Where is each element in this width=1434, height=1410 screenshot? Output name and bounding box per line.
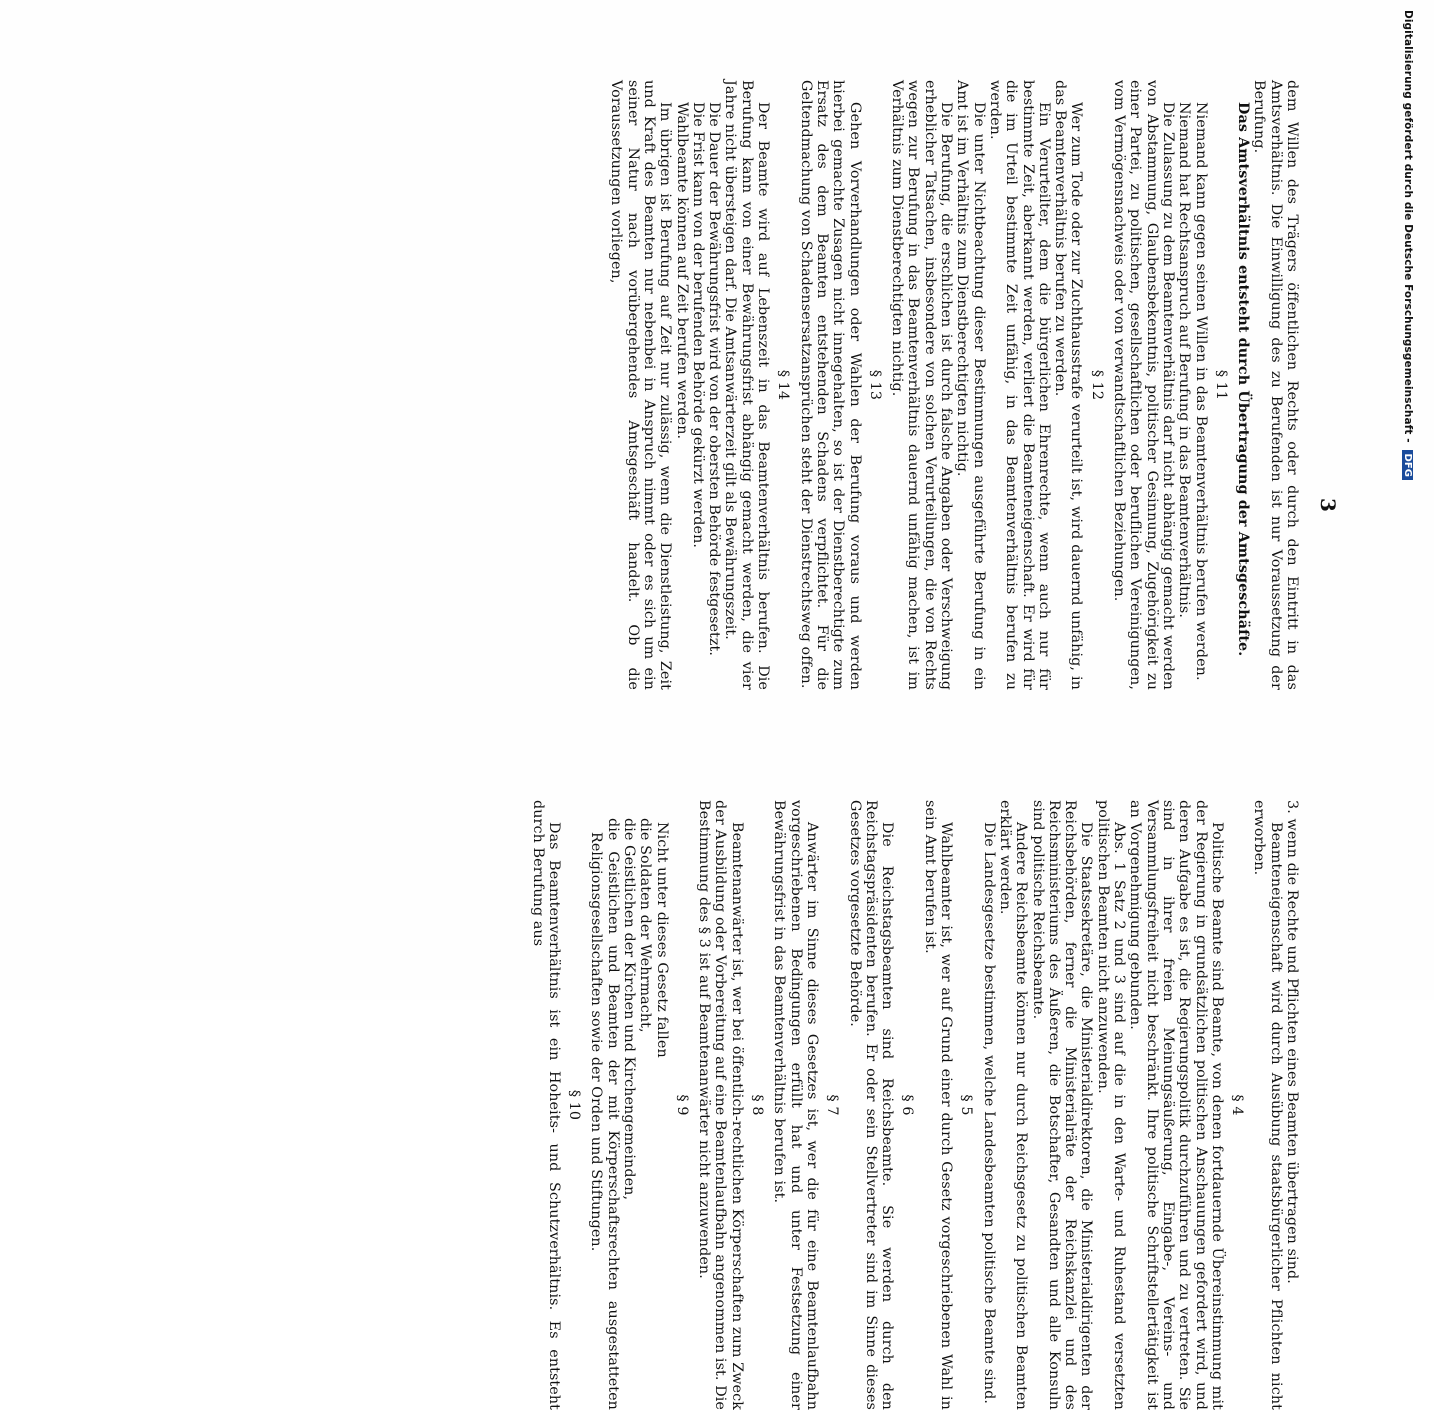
section-heading: § 12	[1088, 369, 1105, 401]
list-item: die Geistlichen und Beamten der mit Körperschaftsrechten ausgestatteten Religionsgesellschaften sowie der Orden und Stiftungen.	[588, 818, 621, 1410]
section-heading: § 10	[566, 1089, 583, 1121]
section-heading: § 5	[958, 1094, 975, 1116]
paragraph: Die Reichstagsbeamten sind Reichsbeamte. Sie werden durch den Reichstagspräsidenten berufen. Er oder sein Stellvertreter sind im Sinne dieses Gesetzes vorgesetzte Behörde.	[846, 800, 896, 1410]
paragraph: Die Staatssekretäre, die Ministerialdirektoren, die Ministerialdirigenten der Reichsbehörden, ferner die Ministerialräte der Reichskanzlei und des Reichsministeriums des Äußeren, die Botschafter, Gesandten und alle Konsuln sind politische Reichsbeamte.	[1029, 800, 1095, 1410]
page-number: 3	[1316, 498, 1340, 512]
paragraph: Nicht unter dieses Gesetz fallen	[653, 822, 670, 1058]
rotated-document-page	[20, 80, 1340, 1410]
paragraph: Beamteneigenschaft wird durch Ausübung staatsbürgerlicher Pflichten nicht erworben.	[1251, 800, 1284, 1410]
paragraph: Das Beamtenverhältnis ist ein Hoheits- und Schutzverhältnis. Es entsteht durch Berufung aus	[529, 800, 562, 1410]
exclusion-list	[588, 800, 653, 1410]
paragraph: Niemand hat Rechtsanspruch auf Berufung in das Beamtenverhältnis.	[1176, 102, 1193, 619]
digitization-credit	[1394, 10, 1414, 990]
paragraph: Der Beamte wird auf Lebenszeit in das Beamtenverhältnis berufen. Die Berufung kann von einer Bewährungsfrist abhängig gemacht werden, die vier Jahre nicht übersteigen darf. Die Amtsanwärterzeit gilt als Bewährungszeit.	[722, 80, 772, 690]
paragraph: Wahlbeamter ist, wer auf Grund einer durch Gesetz vorgeschriebenen Wahl in sein Amt berufen ist.	[921, 800, 955, 1410]
dfg-logo: DFG	[1402, 450, 1413, 480]
section-heading: § 4	[1229, 1094, 1246, 1116]
list-item: die Soldaten der Wehrmacht,	[637, 818, 654, 1033]
paragraph: Niemand kann gegen seinen Willen in das Beamtenverhältnis berufen werden.	[1192, 102, 1209, 681]
paragraph: Die Zulassung zu dem Beamtenverhältnis darf nicht abhängig gemacht werden von Abstammung, Glaubensbekenntnis, politischer Gesinnung, Zugehörigkeit zu einer Partei, zu politischen, gesellschaftlichen oder beruflichen Vereinigungen, vom Vermögensnachweis oder von verwandtschaftlichen Beziehungen.	[1111, 80, 1176, 690]
section-heading: § 11	[1212, 369, 1229, 401]
section-heading: § 9	[673, 1094, 690, 1116]
paragraph: 3. wenn die Rechte und Pflichten eines Beamten übertragen sind.	[1284, 800, 1300, 1284]
left-text-column	[529, 800, 1300, 1410]
paragraph: Politische Beamte sind Beamte, von denen fortdauernde Übereinstimmung mit der Regierung in grundsätzlichen politischen Anschauungen gefordert wird, und deren Aufgabe es ist, die Regierungspolitik durchzuführen und zu vertreten. Sie sind in ihrer freien Meinungsäußerung, Eingabe-, Vereins- und Versammlungsfreiheit nicht beschränkt. Ihre politische Schriftstellertätigkeit ist an Vorgenehmigung gebunden.	[1127, 800, 1225, 1410]
paragraph: Wahlbeamte können auf Zeit berufen werden.	[673, 102, 690, 440]
paragraph: Die Berufung, die erschlichen ist durch falsche Angaben oder Verschweigung erheblicher Tatsachen, insbesondere von solchen Verurteilungen, die von Rechts wegen zur Berufung in das Beamtenverhältnis dauernd unfähig machen, ist im Verhältnis zum Dienstberechtigten nichtig.	[889, 80, 955, 690]
section-heading: § 6	[899, 1094, 916, 1116]
paragraph: Gehen Vorverhandlungen oder Wahlen der Berufung voraus und werden hierbei gemachte Zusagen nicht innegehalten, so ist der Dienstberechtigte zum Ersatz des dem Beamten entstehenden Schadens verpflichtet. Für die Geltendmachung von Schadensersatzansprüchen steht der Dienstrechtsweg offen.	[797, 80, 863, 690]
paragraph: Die unter Nichtbeachtung dieser Bestimmungen ausgeführte Berufung in ein Amt ist im Verhältnis zum Dienstberechtigten nichtig.	[954, 80, 987, 690]
credit-text: Digitalisierung gefördert durch die Deutsche Forschungsgemeinschaft -	[1402, 10, 1414, 443]
section-heading: § 8	[749, 1094, 766, 1116]
section-heading: § 13	[866, 369, 883, 401]
paragraph: Anwärter im Sinne dieses Gesetzes ist, wer die für eine Beamtenlaufbahn vorgeschriebenen Bedingungen erfüllt hat und unter Festsetzung einer Bewährungsfrist in das Beamtenverhältnis berufen ist.	[771, 800, 820, 1410]
section-heading: § 7	[824, 1094, 841, 1116]
paragraph: Die Landesgesetze bestimmen, welche Landesbeamten politische Beamte sind.	[980, 822, 997, 1405]
paragraph: Ein Verurteilter, dem die bürgerlichen Ehrenrechte, wenn auch nur für bestimmte Zeit, aberkannt werden, verliert die Beamteneigenschaft. Er wird für die im Urteil bestimmte Zeit unfähig, in das Beamtenverhältnis berufen zu werden.	[986, 80, 1052, 690]
paragraph: Wer zum Tode oder zur Zuchthausstrafe verurteilt ist, wird dauernd unfähig, in das Beamtenverhältnis berufen zu werden.	[1052, 80, 1085, 690]
paragraph: Abs. 1 Satz 2 und 3 sind auf die in den Warte- und Ruhestand versetzten politischen Beamten nicht anzuwenden.	[1094, 800, 1128, 1410]
right-text-column	[608, 80, 1300, 690]
paragraph: Im übrigen ist Berufung auf Zeit nur zulässig, wenn die Dienstleistung, Zeit und Kraft des Beamten nur nebenbei in Anspruch nimmt oder es sich um ein seiner Natur nach vorübergehendes Amtsgeschäft handelt. Ob die Voraussetzungen vorliegen,	[608, 80, 674, 690]
paragraph: Die Dauer der Bewährungsfrist wird von der obersten Behörde festgesetzt.	[706, 102, 723, 656]
paragraph: Die Frist kann von der berufenden Behörde gekürzt werden.	[689, 102, 706, 549]
paragraph: Beamtenanwärter ist, wer bei öffentlich-rechtlichen Körperschaften zum Zweck der Ausbildung oder Vorbereitung auf eine Beamtenlaufbahn angenommen ist. Die Bestimmung des § 3 ist auf Beamtenanwärter nicht anzuwenden.	[696, 800, 745, 1410]
section-heading: § 14	[775, 369, 792, 401]
paragraph: Andere Reichsbeamte können nur durch Reichsgesetz zu politischen Beamten erklärt werden.	[996, 800, 1030, 1410]
paragraph: Das Amtsverhältnis entsteht durch Übertragung der Amtsgeschäfte.	[1235, 102, 1252, 657]
list-item: die Geistlichen der Kirchen und Kirchengemeinden,	[621, 818, 638, 1201]
paragraph: dem Willen des Trägers öffentlichen Rechts oder durch den Eintritt in das Amtsverhältnis. Die Einwilligung des zu Berufenden ist nur Voraussetzung der Berufung.	[1251, 80, 1300, 690]
